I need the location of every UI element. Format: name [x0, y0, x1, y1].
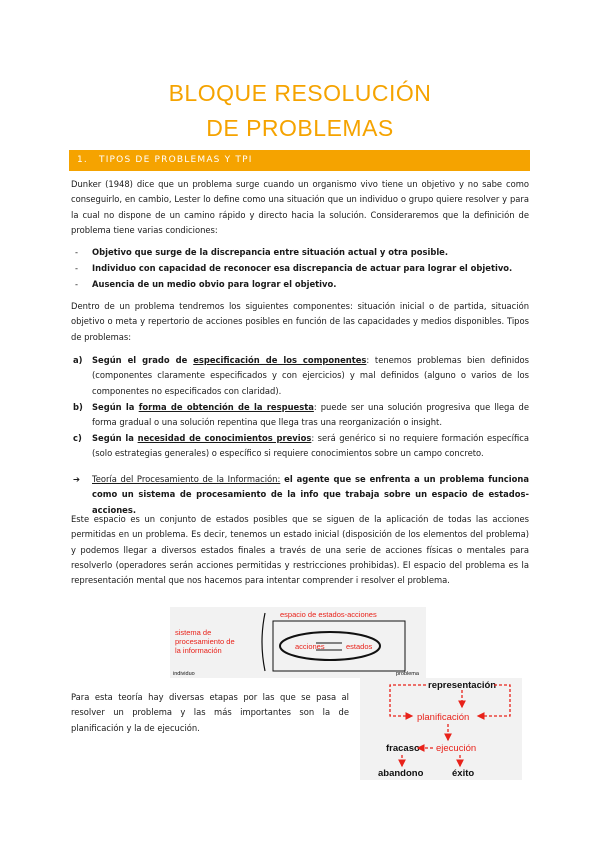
processing-system-diagram [170, 607, 426, 678]
section-number: 1. [77, 155, 88, 165]
phases-paragraph: Para esta teoría hay diversas etapas por las que se pasa al resolver un problema y las más importantes son la de planificación y la de ejecución. [71, 692, 349, 733]
bullet-dash: - [75, 247, 79, 257]
problem-type-item [92, 431, 529, 462]
tpi-key-term: Teoría del Procesamiento de la Información: [92, 474, 281, 484]
components-paragraph: Dentro de un problema tendremos los siguientes componentes: situación inicial o de partida, situación objetivo o meta y repertorio de acciones posibles en función de las capacidades y medios disponibles. Tipos de problemas: [71, 301, 529, 342]
type-key-term: forma de obtención de la respuesta [138, 402, 314, 412]
tpi-paragraph [92, 472, 529, 518]
section-heading-bar [69, 150, 530, 171]
figure-actions-label: acciones [295, 642, 325, 651]
problem-type-item [92, 353, 529, 399]
figure-states-label: estados [346, 642, 373, 651]
type-lead: Según la [92, 433, 138, 443]
state-space-box [273, 621, 405, 671]
bullet-dash: - [75, 279, 79, 289]
individual-boundary-bracket [262, 613, 265, 671]
type-description: : tenemos problemas bien definidos (componentes claramente especificados y con ejercicios) y mal definidos (alguno o varios de los componentes no especificados con claridad). [92, 355, 529, 396]
flow-planificacion-label: planificación [417, 712, 470, 723]
figure-system-label-3: la información [175, 646, 222, 655]
condition-item: Ausencia de un medio obvio para lograr el objetivo. [92, 279, 337, 289]
page-title-line-2: DE PROBLEMAS [206, 115, 394, 141]
condition-item: Objetivo que surge de la discrepancia entre situación actual y otra posible. [92, 247, 449, 257]
processing-system-figure [170, 607, 426, 678]
flow-exito-label: éxito [452, 768, 475, 779]
figure-system-label-2: procesamiento de [175, 637, 235, 646]
page-title-line-1: BLOQUE RESOLUCIÓN [168, 80, 432, 106]
figure-individuo-label: individuo [173, 671, 195, 677]
bullet-dash: - [75, 263, 79, 273]
list-marker: a) [73, 355, 83, 365]
figure-problema-label: problema [396, 671, 419, 677]
intro-paragraph: Dunker (1948) dice que un problema surge cuando un organismo vivo tiene un objetivo y no sabe como conseguirlo, en cambio, Lester lo define como una situación que un individuo o grupo quiere resolver y para la cual no dispone de un camino rápido y directo hacia la solución. Consideraremos que la definición de problema tiene varias condiciones: [71, 179, 529, 235]
flow-representacion-label: representación [428, 680, 497, 691]
problem-type-item [92, 400, 529, 431]
figure-space-label: espacio de estados-acciones [280, 610, 377, 619]
type-key-term: necesidad de conocimientos previos [137, 433, 312, 443]
arrow-icon: ➔ [73, 474, 81, 484]
list-marker: c) [73, 433, 82, 443]
type-description: : será genérico si no requiere formación específica (solo estrategias generales) o específico si requiere conocimientos sobre un campo concreto. [92, 433, 529, 459]
type-lead: Según el grado de [92, 355, 194, 365]
list-marker: b) [73, 402, 83, 412]
type-description: : puede ser una solución progresiva que llega de forma gradual o una solución repentina que llega tras una reorganización o insight. [92, 402, 529, 428]
tpi-description: el agente que se enfrenta a un problema funciona como un sistema de procesamiento de la info que trabaja sobre un espacio de estados-acciones. [92, 474, 529, 515]
type-key-term: especificación de los componentes [193, 355, 367, 365]
figure-system-label-1: sistema de [175, 628, 212, 637]
phases-flow-figure [360, 678, 522, 780]
state-space-paragraph: Este espacio es un conjunto de estados posibles que se siguen de la aplicación de todas las acciones permitidas en un problema. Es decir, tenemos un estado inicial (disposición de los elementos del problema) y podemos llegar a diversos estados finales a través de una serie de acciones físicas o mentales para resolverlo (operadores serán acciones permitidas y restricciones prohibidas). El espacio del problema es la representación mental que nos hacemos para intentar comprender i resolver el problema. [71, 514, 529, 586]
type-lead: Según la [92, 402, 139, 412]
section-label: TIPOS DE PROBLEMAS Y TPI [99, 155, 253, 165]
flow-ejecucion-label: ejecución [436, 743, 477, 754]
condition-item: Individuo con capacidad de reconocer esa discrepancia de actuar para lograr el objetivo. [92, 263, 513, 273]
flow-fracaso-label: fracaso [386, 743, 420, 754]
phases-flow-diagram [360, 678, 522, 780]
flow-abandono-label: abandono [378, 768, 424, 779]
